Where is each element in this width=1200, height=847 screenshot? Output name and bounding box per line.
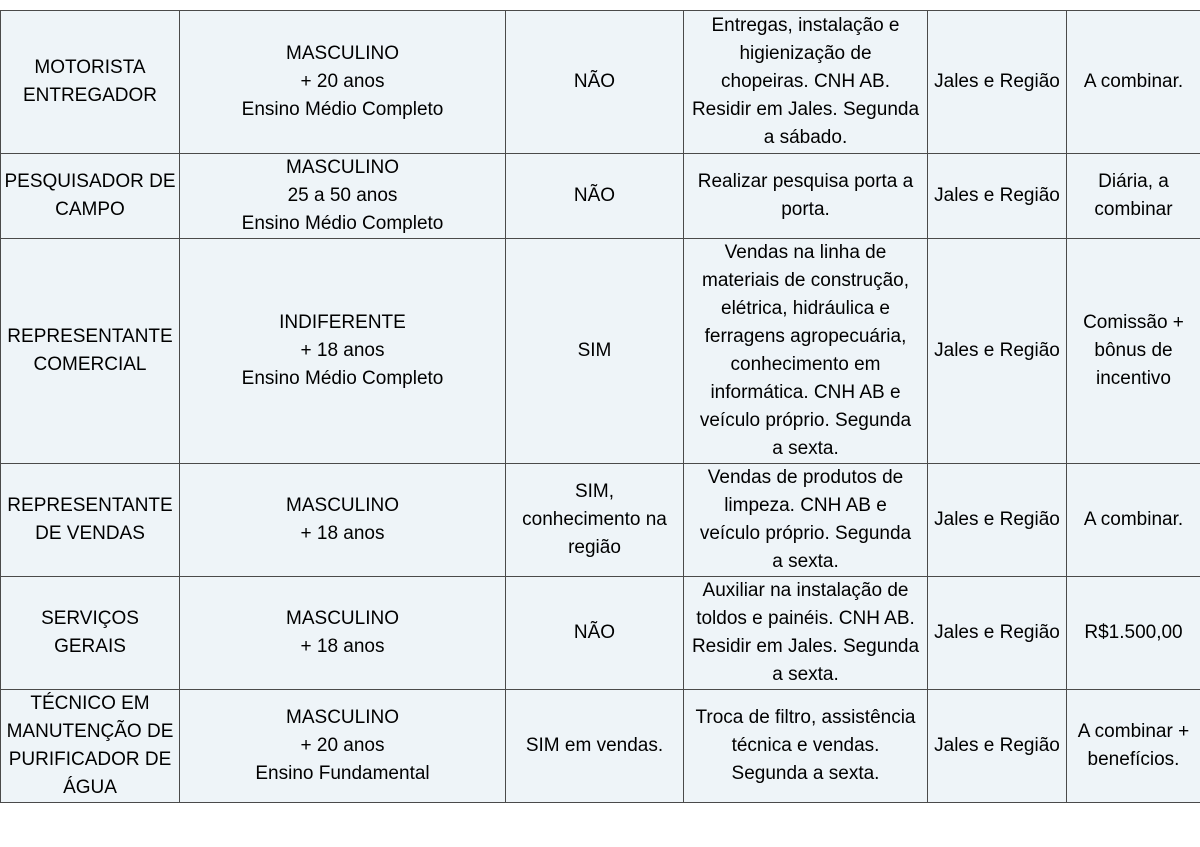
cell-text-line: + 20 anos (300, 735, 385, 756)
cell-text-line: PESQUISADOR DE (4, 171, 176, 192)
cell-text-line: Ensino Médio Completo (241, 99, 444, 120)
experience-cell (506, 577, 684, 690)
salary-cell (1067, 154, 1200, 239)
salary-cell (1067, 464, 1200, 577)
cell-text-line: Auxiliar na instalação de (702, 580, 909, 601)
cell-text-line: DE VENDAS (35, 523, 145, 544)
cell-text-line: SIM em vendas. (525, 735, 664, 756)
cell-text-line: conhecimento em (730, 354, 881, 375)
job-title-cell (1, 577, 180, 690)
cell-text-line: PURIFICADOR DE (8, 749, 172, 770)
cell-text-line: veículo próprio. Segunda (699, 410, 912, 431)
cell-text-line: incentivo (1096, 368, 1171, 389)
cell-text-line: toldos e painéis. CNH AB. (696, 608, 915, 629)
job-listings-sheet (0, 10, 1200, 798)
cell-text-line: ENTREGADOR (22, 85, 158, 106)
cell-text-line: MANUTENÇÃO DE (6, 721, 174, 742)
job-listings-body (1, 11, 1200, 803)
cell-text-line: R$1.500,00 (1084, 622, 1183, 643)
cell-text-line: 25 a 50 anos (287, 185, 398, 206)
cell-text-line: Realizar pesquisa porta a (697, 171, 914, 192)
cell-text-line: a sábado. (763, 127, 848, 148)
profile-cell (180, 577, 506, 690)
job-title-cell (1, 690, 180, 803)
job-title-cell (1, 239, 180, 464)
cell-text-line: a sexta. (772, 438, 839, 459)
location-cell (928, 577, 1067, 690)
cell-text-line: A combinar + (1077, 721, 1190, 742)
cell-text-line: + 20 anos (300, 71, 385, 92)
job-title-cell (1, 464, 180, 577)
cell-text-line: A combinar. (1083, 509, 1184, 530)
cell-text-line: Segunda a sexta. (731, 763, 880, 784)
cell-text-line: Troca de filtro, assistência (695, 707, 916, 728)
cell-text-line: Vendas na linha de (724, 242, 887, 263)
cell-text-line: Jales e Região (934, 185, 1060, 206)
cell-text-line: Diária, a (1098, 171, 1169, 192)
cell-text-line: Ensino Médio Completo (241, 213, 444, 234)
cell-text-line: porta. (781, 199, 830, 220)
cell-text-line: + 18 anos (300, 523, 385, 544)
cell-text-line: MASCULINO (286, 495, 399, 516)
cell-text-line: higienização de (739, 43, 872, 64)
table-row (1, 154, 1200, 239)
cell-text-line: conhecimento na (522, 509, 667, 530)
location-cell (928, 11, 1067, 154)
activities-cell (684, 154, 928, 239)
experience-cell (506, 11, 684, 154)
cell-text-line: MASCULINO (286, 43, 399, 64)
cell-text-line: Jales e Região (934, 340, 1060, 361)
cell-text-line: A combinar. (1083, 71, 1184, 92)
cell-text-line: NÃO (573, 622, 616, 643)
profile-cell (180, 690, 506, 803)
cell-text-line: região (568, 537, 621, 558)
table-row (1, 464, 1200, 577)
cell-text-line: elétrica, hidráulica e (721, 298, 890, 319)
activities-cell (684, 577, 928, 690)
cell-text-line: MASCULINO (286, 608, 399, 629)
table-row (1, 690, 1200, 803)
job-listings-table (0, 10, 1200, 803)
cell-text-line: informática. CNH AB e (710, 382, 901, 403)
cell-text-line: NÃO (573, 185, 616, 206)
salary-cell (1067, 690, 1200, 803)
cell-text-line: Residir em Jales. Segunda (691, 99, 920, 120)
location-cell (928, 690, 1067, 803)
cell-text-line: SERVIÇOS GERAIS (41, 608, 139, 657)
cell-text-line: Ensino Fundamental (255, 763, 430, 784)
cell-text-line: SIM, (574, 481, 615, 502)
cell-text-line: Ensino Médio Completo (241, 368, 444, 389)
cell-text-line: Jales e Região (934, 735, 1060, 756)
cell-text-line: chopeiras. CNH AB. (721, 71, 890, 92)
job-title-cell (1, 154, 180, 239)
location-cell (928, 464, 1067, 577)
job-title-cell (1, 11, 180, 154)
cell-text-line: INDIFERENTE (279, 312, 406, 333)
cell-text-line: ferragens agropecuária, (704, 326, 907, 347)
cell-text-line: CAMPO (55, 199, 125, 220)
cell-text-line: MASCULINO (286, 157, 399, 178)
experience-cell (506, 464, 684, 577)
profile-cell (180, 239, 506, 464)
cell-text-line: técnica e vendas. (731, 735, 880, 756)
table-row (1, 577, 1200, 690)
cell-text-line: Jales e Região (934, 71, 1060, 92)
activities-cell (684, 239, 928, 464)
cell-text-line: Comissão + (1083, 312, 1184, 333)
cell-text-line: COMERCIAL (33, 354, 147, 375)
experience-cell (506, 154, 684, 239)
profile-cell (180, 154, 506, 239)
activities-cell (684, 464, 928, 577)
cell-text-line: MOTORISTA (34, 57, 146, 78)
cell-text-line: Residir em Jales. Segunda (691, 636, 920, 657)
location-cell (928, 239, 1067, 464)
activities-cell (684, 690, 928, 803)
cell-text-line: REPRESENTANTE (7, 326, 173, 347)
profile-cell (180, 11, 506, 154)
cell-text-line: materiais de construção, (702, 270, 909, 291)
cell-text-line: veículo próprio. Segunda (699, 523, 912, 544)
salary-cell (1067, 11, 1200, 154)
cell-text-line: MASCULINO (286, 707, 399, 728)
cell-text-line: Jales e Região (934, 509, 1060, 530)
cell-text-line: + 18 anos (300, 340, 385, 361)
cell-text-line: a sexta. (772, 664, 839, 685)
cell-text-line: Vendas de produtos de (707, 467, 904, 488)
experience-cell (506, 690, 684, 803)
salary-cell (1067, 577, 1200, 690)
cell-text-line: + 18 anos (300, 636, 385, 657)
cell-text-line: REPRESENTANTE (7, 495, 173, 516)
cell-text-line: limpeza. CNH AB e (724, 495, 887, 516)
cell-text-line: combinar (1094, 199, 1173, 220)
experience-cell (506, 239, 684, 464)
cell-text-line: NÃO (573, 71, 616, 92)
table-row (1, 11, 1200, 154)
location-cell (928, 154, 1067, 239)
table-row (1, 239, 1200, 464)
cell-text-line: Entregas, instalação e (711, 15, 900, 36)
cell-text-line: ÁGUA (63, 777, 117, 798)
cell-text-line: Jales e Região (934, 622, 1060, 643)
cell-text-line: benefícios. (1087, 749, 1180, 770)
cell-text-line: TÉCNICO EM (30, 693, 150, 714)
cell-text-line: a sexta. (772, 551, 839, 572)
salary-cell (1067, 239, 1200, 464)
cell-text-line: SIM (577, 340, 612, 361)
cell-text-line: bônus de (1094, 340, 1173, 361)
profile-cell (180, 464, 506, 577)
activities-cell (684, 11, 928, 154)
